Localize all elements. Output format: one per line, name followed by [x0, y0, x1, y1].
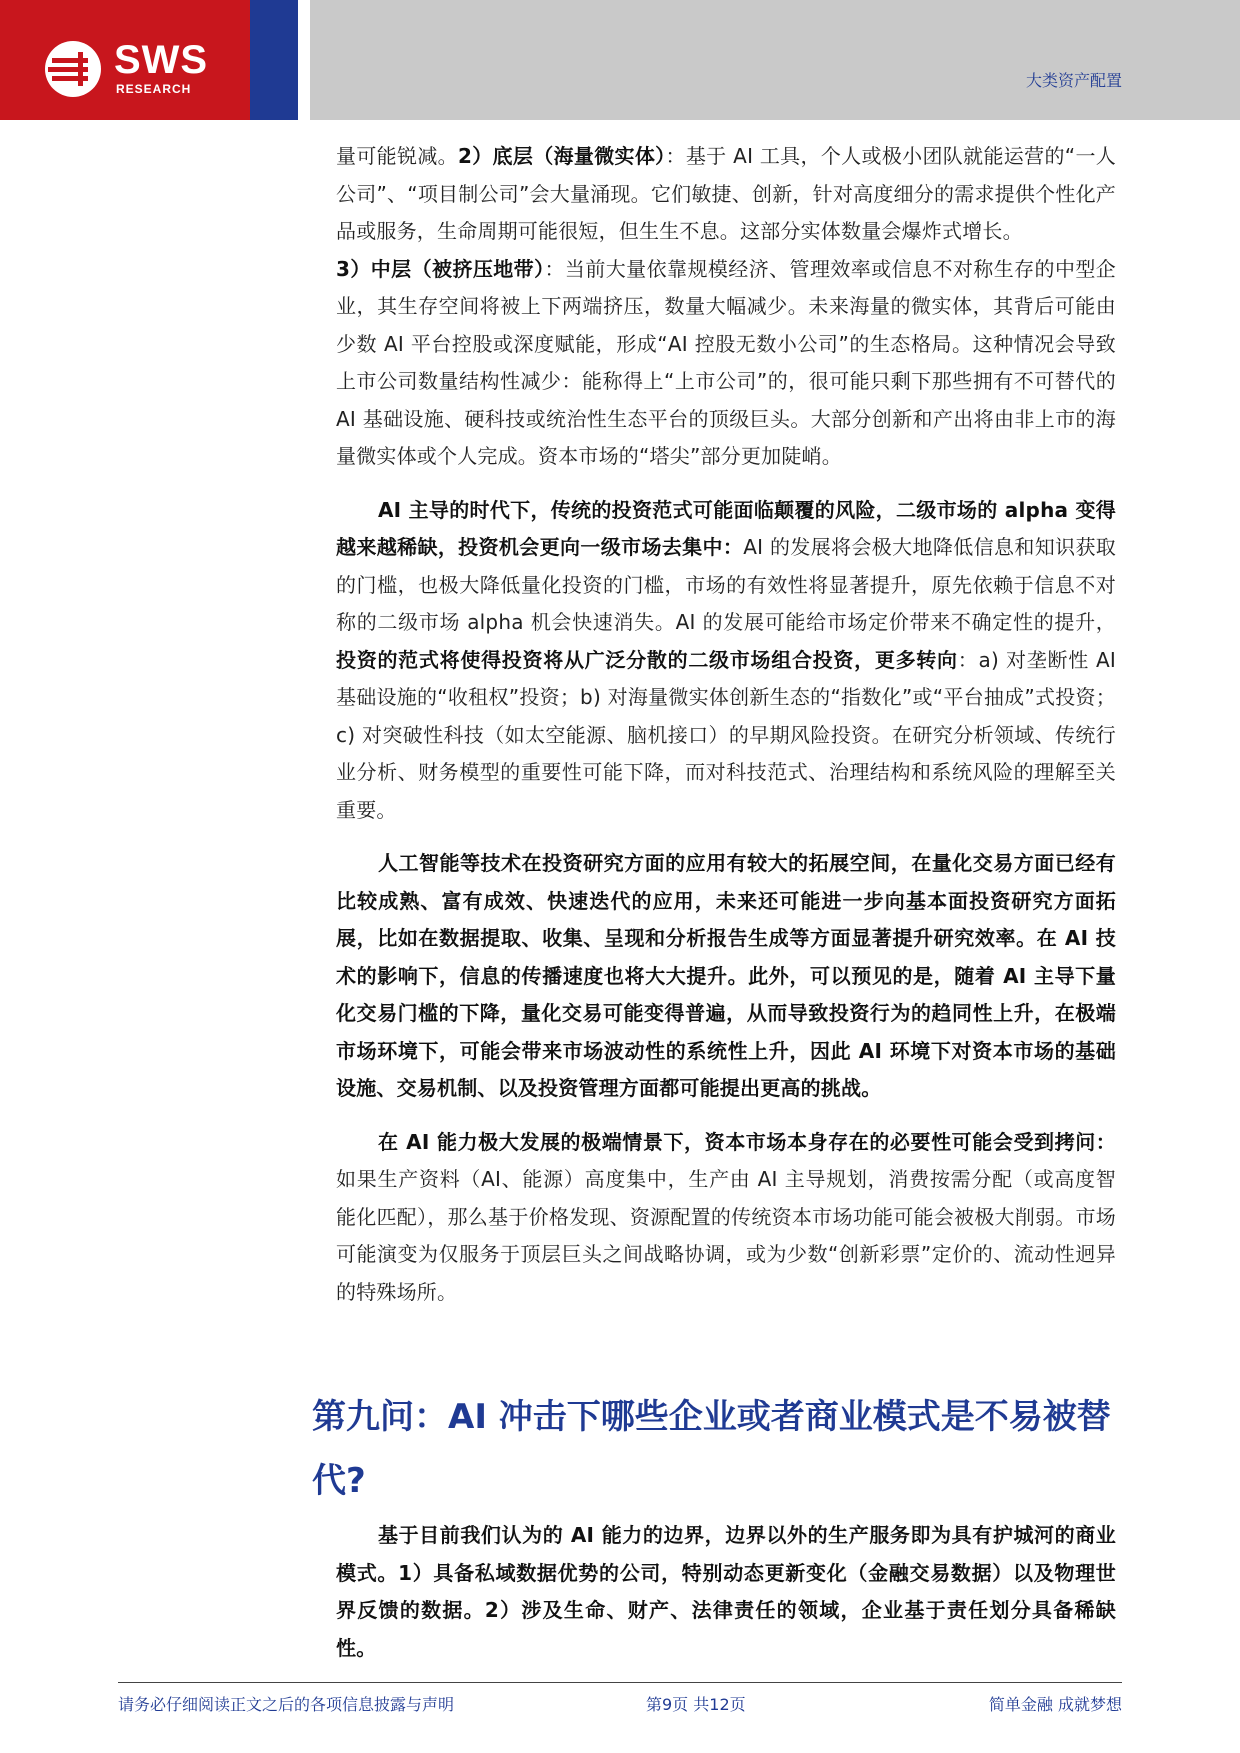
paragraph-ai-research: [336, 845, 1116, 1108]
header-gray-band: [310, 0, 1240, 120]
bold-span: 投资的范式将使得投资将从广泛分散的二级市场组合投资，更多转向: [336, 647, 958, 672]
bold-span: 2）底层（海量微实体）: [457, 144, 666, 168]
report-body: [336, 138, 1116, 1311]
footer-divider: [118, 1682, 1122, 1683]
text-span: 如果生产资料（AI、能源）高度集中，生产由 AI 主导规划，消费按需分配（或高度智能化匹配），那么基于价格发现、资源配置的传统资本市场功能可能会被极大削弱。市场可能演变为仅服务于顶层巨头之间战略协调，或为少数“创新彩票”定价的、流动性迥异的特殊场所。: [336, 1167, 1116, 1304]
paragraph-layers: [336, 138, 1116, 476]
logo-text: SWS: [114, 38, 209, 82]
bold-span: 在 AI 能力极大发展的极端情景下，资本市场本身存在的必要性可能会受到拷问：: [378, 1129, 1116, 1154]
logo-subtext: RESEARCH: [116, 82, 192, 96]
header-blue-band: [250, 0, 298, 120]
section-body: [336, 1517, 1116, 1667]
text-span: ：a) 对垄断性 AI 基础设施的“收租权”投资；b) 对海量微实体创新生态的“指数化”或“平台抽成”式投资；c) 对突破性科技（如太空能源、脑机接口）的早期风险投资。在研究分析领域、传统行业分析、财务模型的重要性可能下降，而对科技范式、治理结构和系统风险的理解至关重要。: [336, 647, 1116, 822]
section-title: 大类资产配置: [1025, 71, 1122, 90]
sws-logo-icon: [42, 38, 104, 100]
footer-disclaimer: 请务必仔细阅读正文之后的各项信息披露与声明: [118, 1695, 455, 1714]
paragraph-extreme-scenario: [336, 1124, 1116, 1312]
text-span: ：基于 AI 工具，个人或极小团队就能运营的“一人公司”、“项目制公司”会大量涌现。它们敏捷、创新，针对高度细分的需求提供个性化产品或服务，生命周期可能很短，但生生不息。这部分实体数量会爆炸式增长。: [336, 144, 1117, 243]
text-span: 量可能锐减。: [336, 144, 458, 168]
text-span: ：当前大量依靠规模经济、管理效率或信息不对称生存的中型企业，其生存空间将被上下两端挤压，数量大幅减少。未来海量的微实体，其背后可能由少数 AI 平台控股或深度赋能，形成“AI 控股无数小公司”的生态格局。这种情况会导致上市公司数量结构性减少：能称得上“上市公司”的，很可能只剩下那些拥有不可替代的 AI 基础设施、硬科技或统治性生态平台的顶级巨头。大部分创新和产出将由非上市的海量微实体或个人完成。资本市场的“塔尖”部分更加陡峭。: [336, 256, 1116, 468]
text-span: AI 的发展将会极大地降低信息和知识获取的门槛，也极大降低量化投资的门槛，市场的有效性将显著提升，原先依赖于信息不对称的二级市场 alpha 机会快速消失。AI 的发展可能给市场定价带来不确定性的提升，: [336, 535, 1117, 634]
paragraph-investment-paradigm: [336, 492, 1116, 830]
bold-span: 基于目前我们认为的 AI 能力的边界，边界以外的生产服务即为具有护城河的商业模式。1）具备私域数据优势的公司，特别动态更新变化（金融交易数据）以及物理世界反馈的数据。2）涉及生命、财产、法律责任的领域，企业基于责任划分具备稀缺性。: [336, 1523, 1116, 1660]
page-number: 第9页 共12页: [646, 1695, 746, 1714]
sws-logo: [42, 38, 242, 108]
bold-span: AI 主导的时代下，传统的投资范式可能面临颠覆的风险，二级市场的 alpha 变得越来越稀缺，投资机会更向一级市场去集中：: [336, 497, 1116, 559]
bold-span: 3）中层（被挤压地带）: [336, 256, 545, 281]
bold-span: 人工智能等技术在投资研究方面的应用有较大的拓展空间，在量化交易方面已经有比较成熟、富有成效、快速迭代的应用，未来还可能进一步向基本面投资研究方面拓展，比如在数据提取、收集、呈现和分析报告生成等方面显著提升研究效率。在 AI 技术的影响下，信息的传播速度也将大大提升。此外，可以预见的是，随着 AI 主导下量化交易门槛的下降，量化交易可能变得普遍，从而导致投资行为的趋同性上升，在极端市场环境下，可能会带来市场波动性的系统性上升，因此 AI 环境下对资本市场的基础设施、交易机制、以及投资管理方面都可能提出更高的挑战。: [336, 851, 1116, 1100]
section-heading: 第九问：AI 冲击下哪些企业或者商业模式是不易被替代?: [312, 1397, 1111, 1501]
footer-slogan: 简单金融 成就梦想: [988, 1695, 1122, 1714]
paragraph-moat: [336, 1517, 1116, 1667]
